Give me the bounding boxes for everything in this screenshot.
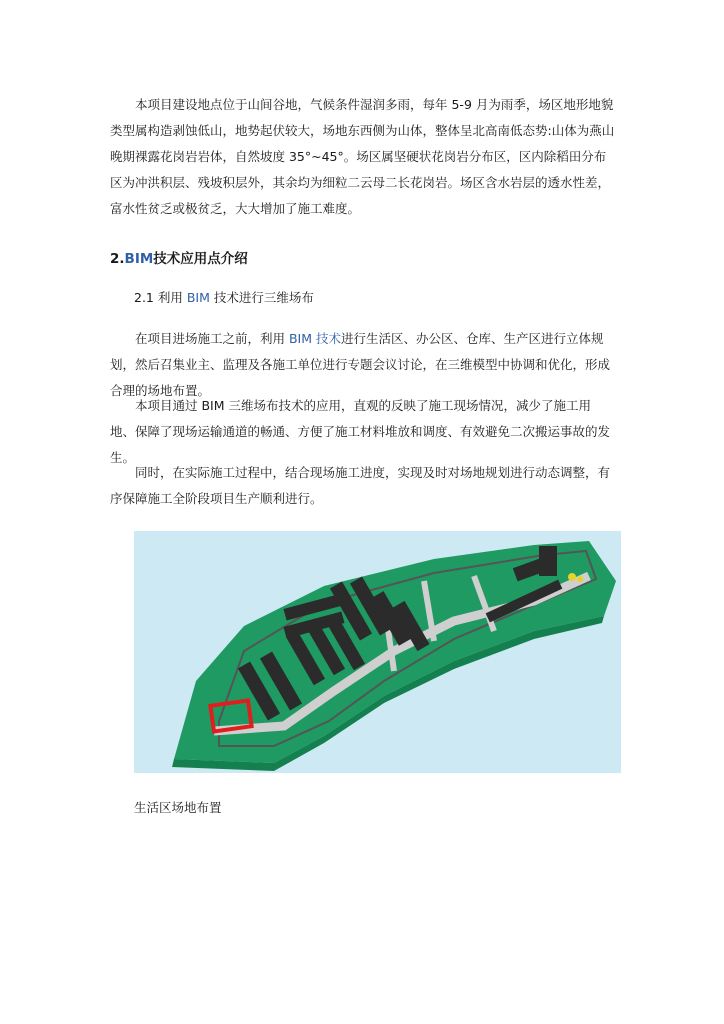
paragraph-3: 同时，在实际施工过程中，结合现场施工进度，实现及时对场地规划进行动态调整，有序保障施工全阶段项目生产顺利进行。 <box>110 465 611 506</box>
equipment-marker <box>568 573 576 581</box>
paragraph-1-start: 在项目进场施工之前，利用 <box>135 331 289 346</box>
figure-caption: 生活区场地布置 <box>134 800 222 815</box>
paragraph-2: 本项目通过 BIM 三维场布技术的应用，直观的反映了施工现场情况，减少了施工用地、保障了现场运输通道的畅通、方便了施工材料堆放和调度、有效避免二次搬运事故的发生。 <box>110 398 611 465</box>
subsection-number: 2.1 利用 <box>134 290 187 305</box>
subsection-heading <box>134 288 314 306</box>
section-heading <box>110 247 248 267</box>
section-bim-link[interactable]: BIM <box>124 251 154 267</box>
site-layout-image <box>134 531 621 773</box>
subsection-bim-link[interactable]: BIM <box>186 290 210 305</box>
bim-tech-link[interactable]: BIM 技术 <box>288 331 342 346</box>
intro-paragraph: 本项目建设地点位于山间谷地，气候条件湿润多雨，每年 5-9 月为雨季，场区地形地貌类型属构造剥蚀低山，地势起伏较大，场地东西侧为山体，整体呈北高南低态势:山体为燕山晚期裸露花岗岩岩体，自然坡度 35°~45°。场区属坚硬状花岗岩分布区，区内除稻田分布区为冲洪积层、残坡积层外，其余均为细粒二云母二长花岗岩。场区含水岩层的透水性差，富水性贫乏或极贫乏，大大增加了施工难度。 <box>110 97 615 216</box>
equipment-marker <box>577 576 583 582</box>
section-number: 2. <box>110 251 125 267</box>
site-layout-render <box>134 531 621 773</box>
section-title: 技术应用点介绍 <box>153 251 248 267</box>
subsection-title: 技术进行三维场布 <box>209 290 314 305</box>
paragraph-1-end: 进行生活区、办公区、仓库、生产区进行立体规划，然后召集业主、监理及各施工单位进行专题会议讨论，在三维模型中协调和优化，形成合理的场地布置。 <box>110 331 611 398</box>
